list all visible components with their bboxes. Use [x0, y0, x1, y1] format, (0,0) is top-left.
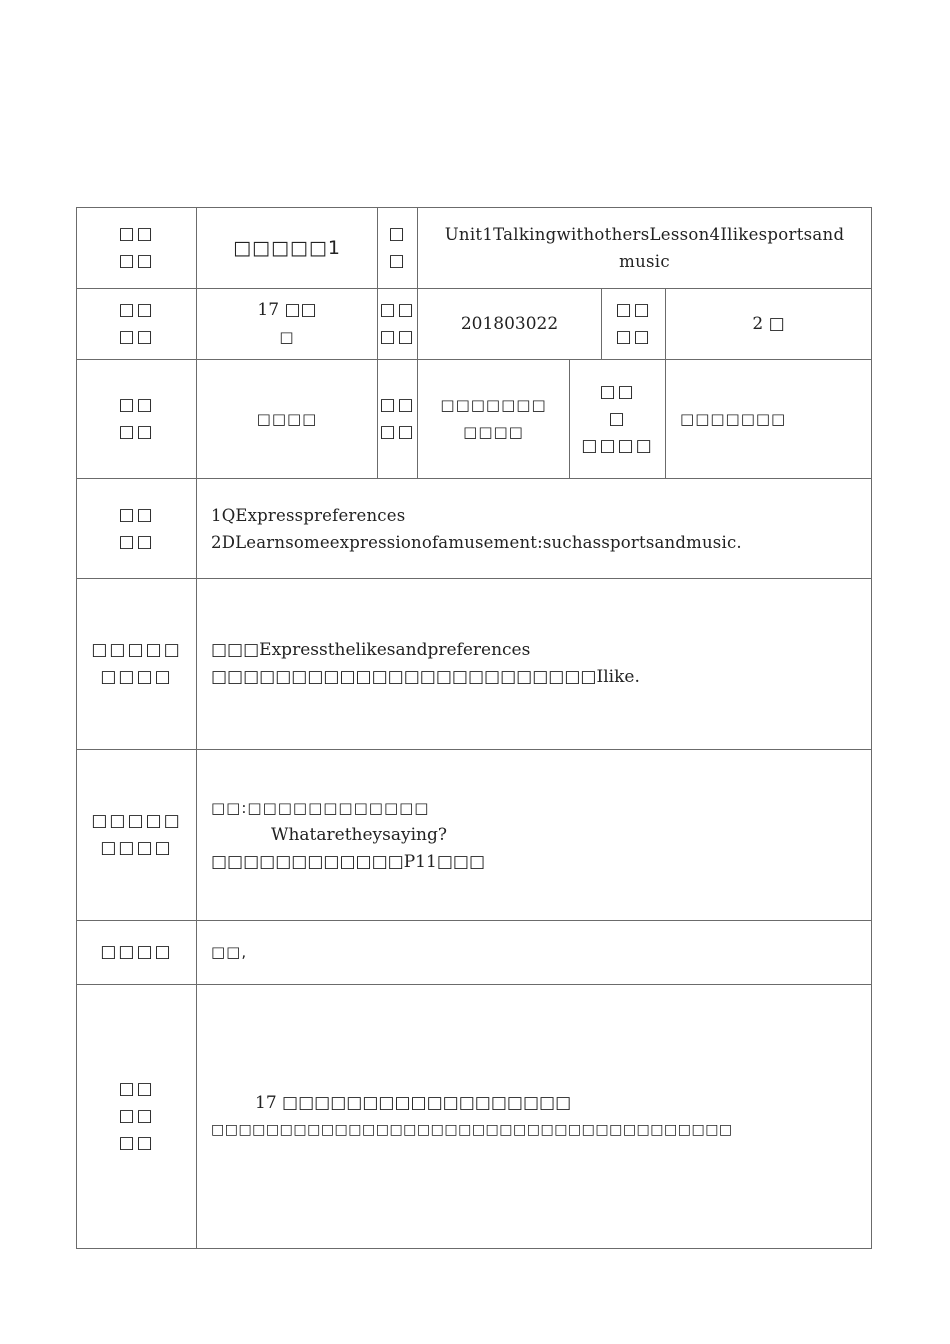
objectives-row [77, 479, 872, 579]
tools-label-line-3: □□□□ [581, 435, 654, 456]
key-points-content [197, 579, 872, 750]
objectives-label-cell [77, 479, 197, 579]
course-value: □□□□□1 [197, 208, 378, 289]
analysis-content [197, 985, 872, 1249]
topic-value-cell [418, 208, 872, 289]
analysis-line-1: 17 □□□□□□□□□□□□□□□□□□ [255, 1092, 572, 1113]
objectives-label-line-2: □□ [118, 531, 155, 552]
hours-value: 2 □ [666, 289, 872, 360]
type-value: □□□□ [197, 360, 378, 479]
analysis-line-2: □□□□□□□□□□□□□□□□□□□□□□□□□□□□□□□□□□□□□□ [211, 1121, 733, 1138]
preparation-row [77, 921, 872, 985]
class-label-line-1: □□ [118, 300, 155, 320]
objective-line-1: 1QExpresspreferences [211, 505, 406, 525]
difficult-point-line-3: □□□□□□□□□□□□P11□□□ [211, 851, 486, 872]
id-label-line-2: □□ [379, 327, 416, 347]
tools-label-line-1: □□ [599, 381, 636, 402]
key-points-label-line-2: □□□□ [100, 667, 173, 687]
analysis-label-cell [77, 985, 197, 1249]
difficult-points-label-line-1: □□□□□ [91, 811, 182, 831]
hours-label-cell [602, 289, 666, 360]
class-label-line-2: □□ [118, 327, 155, 347]
difficult-points-content [197, 750, 872, 921]
key-points-row [77, 579, 872, 750]
topic-label-cell [378, 208, 418, 289]
tools-value: □□□□□□□ [666, 360, 872, 479]
course-row [77, 208, 872, 289]
method-value-line-2: □□□□ [463, 423, 524, 441]
preparation-value: □□, [197, 921, 872, 985]
difficult-points-label-line-2: □□□□ [100, 838, 173, 858]
course-label-cell [77, 208, 197, 289]
method-label-line-1: □□ [379, 395, 416, 415]
topic-label-line-1: □ [388, 224, 407, 244]
id-label-cell [378, 289, 418, 360]
key-points-label-line-1: □□□□□ [91, 640, 182, 660]
hours-label-line-2: □□ [615, 327, 652, 347]
difficult-point-line-2: Whataretheysaying? [271, 824, 448, 845]
class-row [77, 289, 872, 360]
class-value-line-1: 17 □□ [257, 300, 317, 320]
objectives-content [197, 479, 872, 579]
class-value-cell [197, 289, 378, 360]
method-label-cell [378, 360, 418, 479]
analysis-label-line-3: □□ [118, 1133, 155, 1153]
course-label-line-2: □□ [118, 251, 155, 271]
analysis-label-line-1: □□ [118, 1079, 155, 1099]
lesson-plan-table [76, 207, 872, 1249]
key-point-line-2: □□□□□□□□□□□□□□□□□□□□□□□□Ilike. [211, 667, 640, 687]
type-row [77, 360, 872, 479]
difficult-points-label-cell [77, 750, 197, 921]
tools-label-line-2: □ [608, 408, 627, 429]
type-label-line-1: □□ [118, 395, 155, 415]
topic-value-line-1: Unit1TalkingwithothersLesson4Ilikesportsand [444, 225, 845, 244]
key-point-line-1: □□□Expressthelikesandpreferences [211, 640, 531, 660]
id-value: 201803022 [418, 289, 602, 360]
topic-value-line-2: music [619, 252, 670, 271]
type-label-cell [77, 360, 197, 479]
analysis-row [77, 985, 872, 1249]
class-label-cell [77, 289, 197, 360]
method-value-cell [418, 360, 570, 479]
method-value-line-1: □□□□□□□ [440, 396, 547, 414]
topic-label-line-2: □ [388, 251, 407, 271]
class-value-line-2: □ [279, 328, 295, 346]
difficult-points-row [77, 750, 872, 921]
difficult-point-line-1: □□:□□□□□□□□□□□□ [211, 798, 430, 817]
objectives-label-line-1: □□ [118, 504, 155, 525]
objective-line-2: 2DLearnsomeexpressionofamusement:suchassportsandmusic. [211, 532, 742, 552]
analysis-label-line-2: □□ [118, 1106, 155, 1126]
key-points-label-cell [77, 579, 197, 750]
course-label-line-1: □□ [118, 224, 155, 244]
type-label-line-2: □□ [118, 422, 155, 442]
lesson-plan-form [76, 207, 871, 1250]
tools-label-cell [570, 360, 666, 479]
method-label-line-2: □□ [379, 422, 416, 442]
hours-label-line-1: □□ [615, 300, 652, 320]
preparation-label: □□□□ [77, 921, 197, 985]
id-label-line-1: □□ [379, 300, 416, 320]
